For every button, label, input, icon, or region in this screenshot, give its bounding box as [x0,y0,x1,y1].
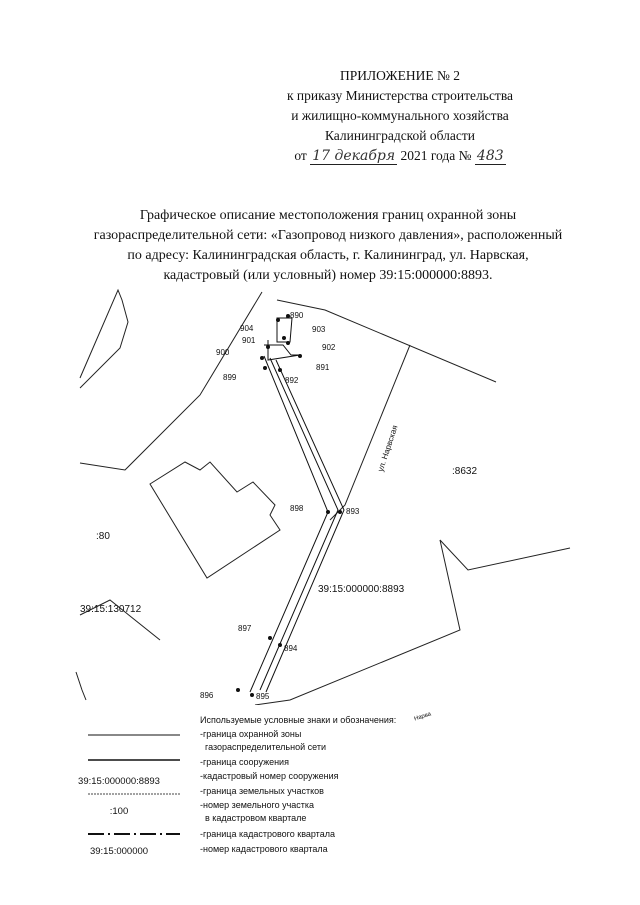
description-line-2: газораспределительной сети: «Газопровод низкого давления», расположенный [93,228,563,243]
date-year: 2021 года № [400,148,472,163]
point-901 [266,345,270,349]
label-point-901: 901 [242,336,256,345]
quarter-label: 39:15:130712 [80,604,142,615]
point-891 [298,354,302,358]
point-904 [276,318,280,322]
legend-land-boundary-symbol [88,792,180,796]
legend-land-boundary-text: -граница земельных участков [200,786,324,796]
point-902 [286,341,290,345]
security-zone-boundary [250,356,328,692]
point-893 [338,510,342,514]
label-point-896: 896 [200,691,214,700]
label-point-904: 904 [240,324,254,333]
legend-security-zone-text-2: газораспределительной сети [205,742,326,752]
legend-structure-symbol [88,758,180,762]
order-date-line [240,146,560,166]
label-point-898: 898 [290,504,304,513]
legend-quarter-boundary-text: -граница кадастрового квартала [200,829,335,839]
handwritten-date: 17 декабря [312,148,396,164]
cadastral-map [0,280,640,705]
label-point-903: 903 [312,325,326,334]
label-point-891: 891 [316,363,330,372]
legend-parcel-number-text: -номер земельного участка [200,800,315,810]
legend-structure-text: -граница сооружения [200,757,289,767]
parcel-boundary [277,300,496,382]
description-line-4: кадастровый (или условный) номер 39:15:000000:8893. [163,268,493,283]
label-point-897: 897 [238,624,252,633]
legend-parcel-number-symbol: :100 [109,806,129,817]
label-point-893: 893 [346,507,360,516]
parcel-boundary [255,540,460,705]
label-point-894: 894 [284,644,298,653]
label-point-892: 892 [285,376,299,385]
appendix-title: ПРИЛОЖЕНИЕ № 2 [339,68,461,83]
label-point-899: 899 [223,373,237,382]
legend-quarter-boundary-symbol [88,832,180,836]
point-897 [268,636,272,640]
graphic-description [58,206,598,286]
structure-boundary [260,358,338,690]
label-point-900: 900 [216,348,230,357]
date-prefix: от [294,148,307,163]
point-903 [282,336,286,340]
description-line-1: Графическое описание местоположения границ охранной зоны [139,208,517,223]
handwritten-number: 483 [476,148,504,164]
parcel-boundary [76,672,86,700]
legend-cadastral-number-symbol: 39:15:000000:8893 [78,776,160,787]
point-898 [326,510,330,514]
legend-quarter-number-text: -номер кадастрового квартала [200,844,328,854]
legend-cadastral-number-text: -кадастровый номер сооружения [200,771,339,781]
parcel-boundary [80,290,128,388]
point-896 [236,688,240,692]
street-label-small: Нарва [413,711,432,723]
legend-title: Используемые условные знаки и обозначения: [200,715,397,725]
appendix-header [240,66,560,166]
parcel-label-8632: :8632 [452,466,478,477]
point-892 [278,368,282,372]
street-label: ул. Нарвская [376,424,400,473]
order-line-1: к приказу Министерства строительства [286,88,514,103]
point-895 [250,693,254,697]
label-point-895: 895 [256,692,270,701]
parcel-boundary [440,540,570,570]
structure-number-label: 39:15:000000:8893 [318,584,405,595]
legend-parcel-number-text-2: в кадастровом квартале [205,813,307,823]
legend-security-zone-symbol [88,733,180,737]
order-line-3: Калининградской области [324,128,476,143]
order-line-2: и жилищно-коммунального хозяйства [291,108,509,123]
structure-boundary [268,340,300,360]
legend-quarter-number-symbol: 39:15:000000 [89,846,149,857]
building-outline [150,462,280,578]
point-900 [260,356,264,360]
description-line-3: по адресу: Калининградская область, г. Калининград, ул. Нарвская, [127,248,529,263]
label-point-902: 902 [322,343,336,352]
parcel-label-80: :80 [96,531,110,542]
legend-security-zone-text: -граница охранной зоны [200,729,302,739]
point-894 [278,643,282,647]
point-899 [263,366,267,370]
label-point-890: 890 [290,311,304,320]
